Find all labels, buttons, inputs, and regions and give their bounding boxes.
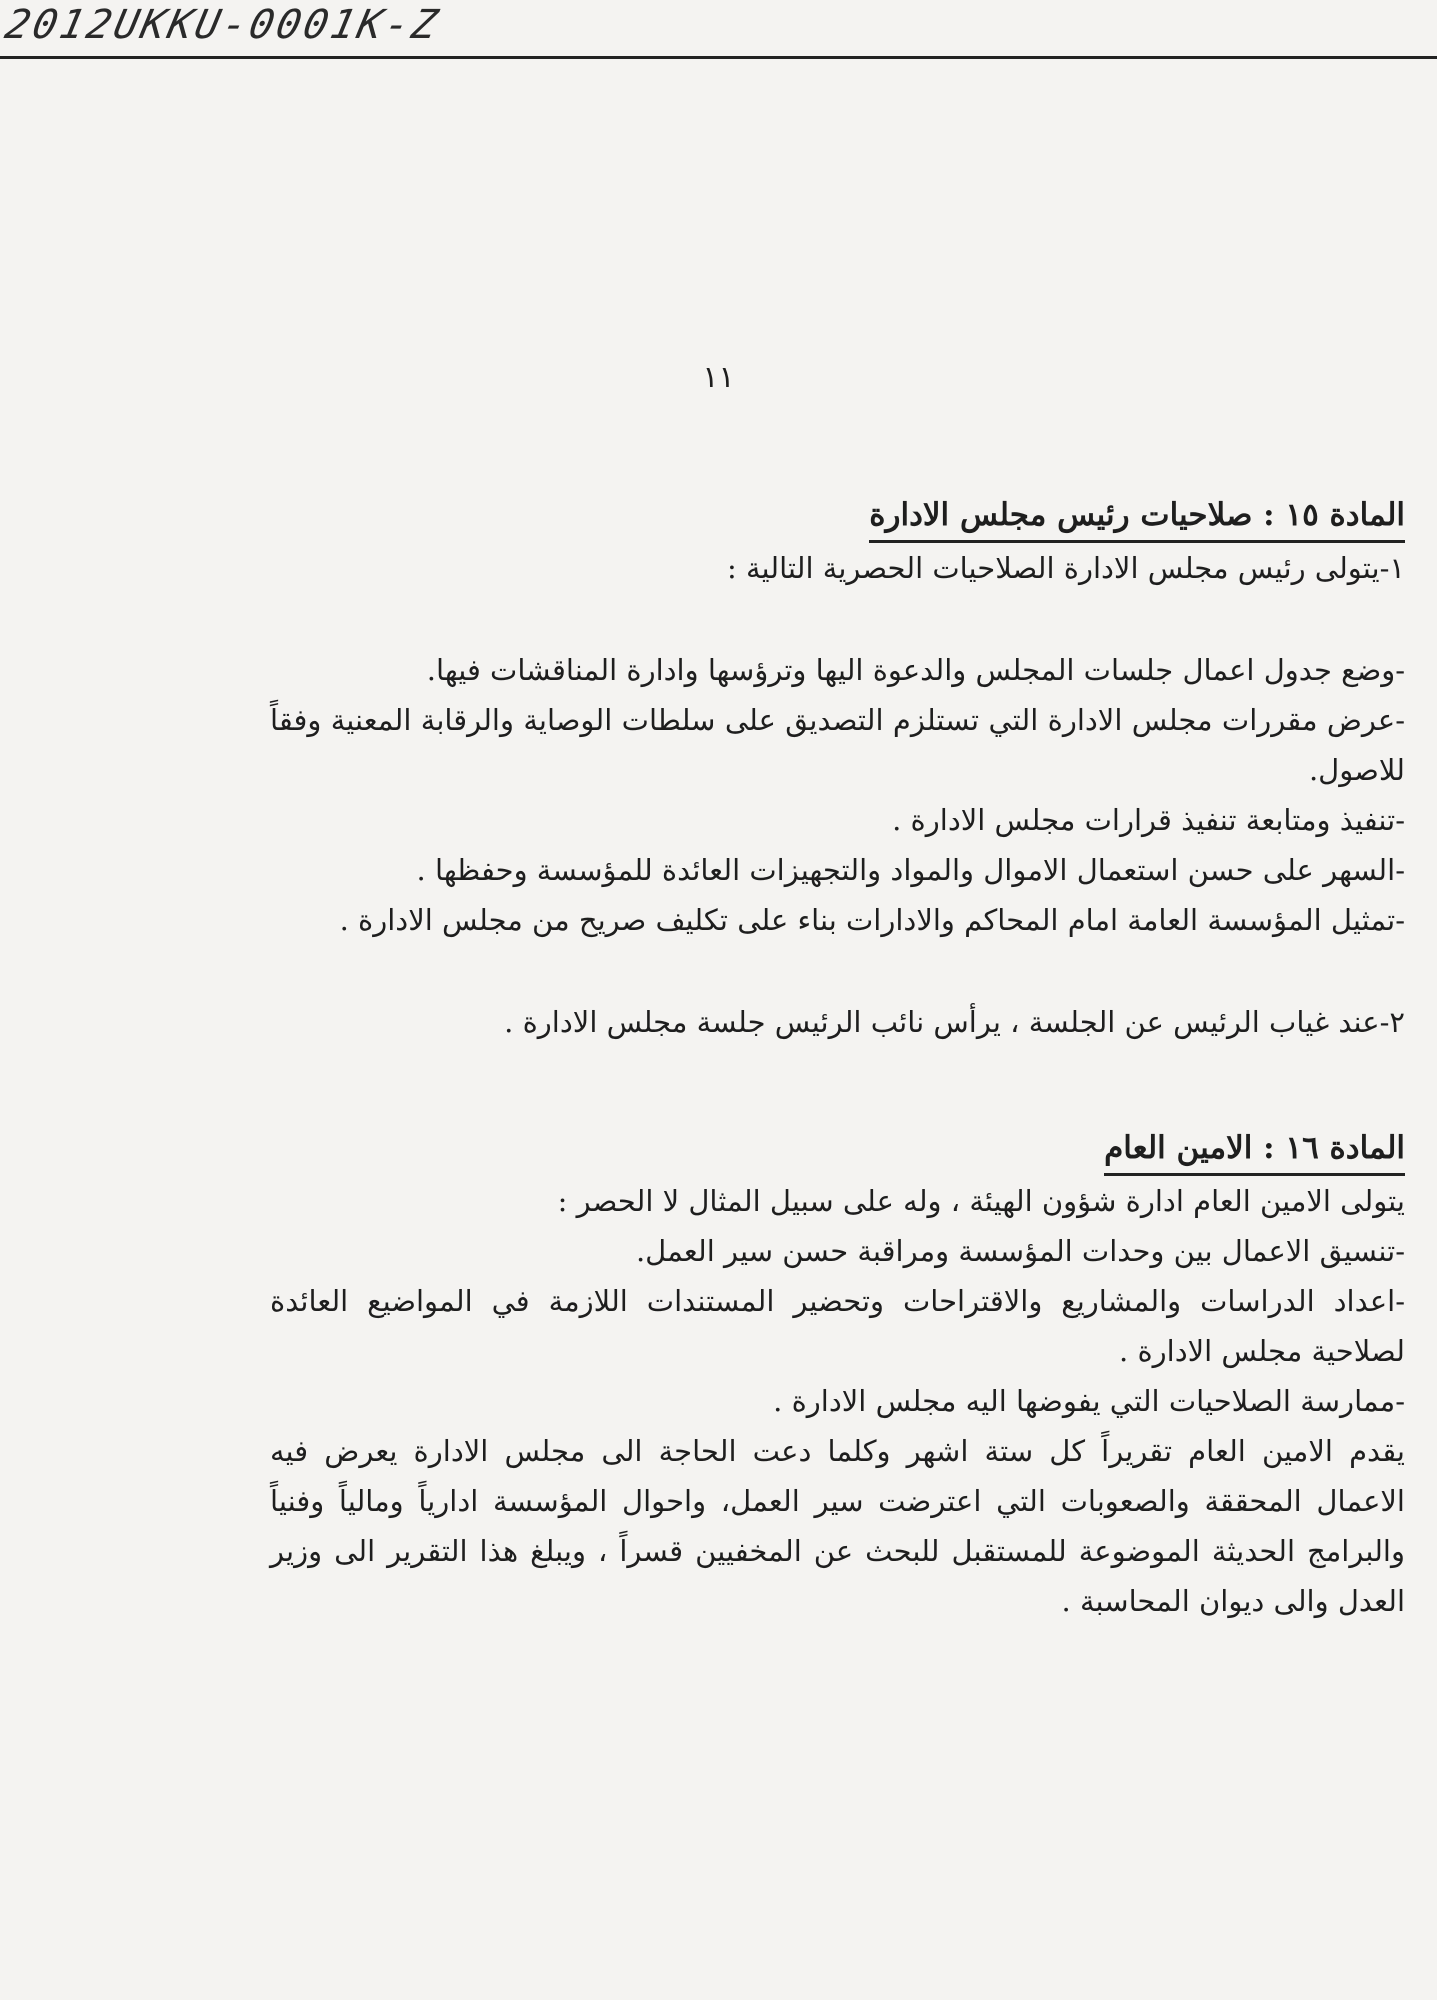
article-15-item-4: -السهر على حسن استعمال الاموال والمواد والتجهيزات العائدة للمؤسسة وحفظها . — [416, 853, 1405, 887]
article-15-item-2: -عرض مقررات مجلس الادارة التي تستلزم التصديق على سلطات الوصاية والرقابة المعنية وفقاً للاصول. — [270, 703, 1405, 787]
article-16-intro: يتولى الامين العام ادارة شؤون الهيئة ، وله على سبيل المثال لا الحصر : — [557, 1184, 1405, 1218]
article-15-item-3: -تنفيذ ومتابعة تنفيذ قرارات مجلس الادارة . — [892, 803, 1405, 837]
article-16-item-2: -اعداد الدراسات والمشاريع والاقتراحات وتحضير المستندات اللازمة في المواضيع العائدة لصلاحية مجلس الادارة . — [270, 1284, 1405, 1368]
article-16-item-3: -ممارسة الصلاحيات التي يفوضها اليه مجلس الادارة . — [773, 1384, 1405, 1418]
article-16-report: يقدم الامين العام تقريراً كل ستة اشهر وكلما دعت الحاجة الى مجلس الادارة يعرض فيه الاعمال المحققة والصعوبات التي اعترضت سير العمل، واحوال المؤسسة ادارياً ومالياً وفنياً والبرامج الحديثة الموضوعة للمستقبل للبحث عن المخفيين قسراً ، ويبلغ هذا التقرير الى وزير العدل والى ديوان المحاسبة . — [270, 1434, 1405, 1618]
reference-code: 2012UKKU-0001K-Z — [1, 2, 445, 48]
article-15-intro: ١-يتولى رئيس مجلس الادارة الصلاحيات الحصرية التالية : — [726, 551, 1405, 585]
spacer — [270, 593, 1405, 645]
page-number: ١١ — [702, 360, 735, 395]
document-body — [270, 490, 1405, 1626]
spacer — [270, 1047, 1405, 1123]
article-16-heading: المادة ١٦ : الامين العام — [1104, 1125, 1405, 1176]
article-15-clause-2: ٢-عند غياب الرئيس عن الجلسة ، يرأس نائب الرئيس جلسة مجلس الادارة . — [504, 1005, 1405, 1039]
spacer — [270, 945, 1405, 997]
article-15-item-5: -تمثيل المؤسسة العامة امام المحاكم والادارات بناء على تكليف صريح من مجلس الادارة . — [339, 903, 1405, 937]
article-15-item-1: -وضع جدول اعمال جلسات المجلس والدعوة اليها وترؤسها وادارة المناقشات فيها. — [426, 653, 1405, 687]
top-rule — [0, 56, 1437, 59]
article-16-item-1: -تنسيق الاعمال بين وحدات المؤسسة ومراقبة حسن سير العمل. — [635, 1234, 1405, 1268]
article-15-heading: المادة ١٥ : صلاحيات رئيس مجلس الادارة — [869, 492, 1405, 543]
